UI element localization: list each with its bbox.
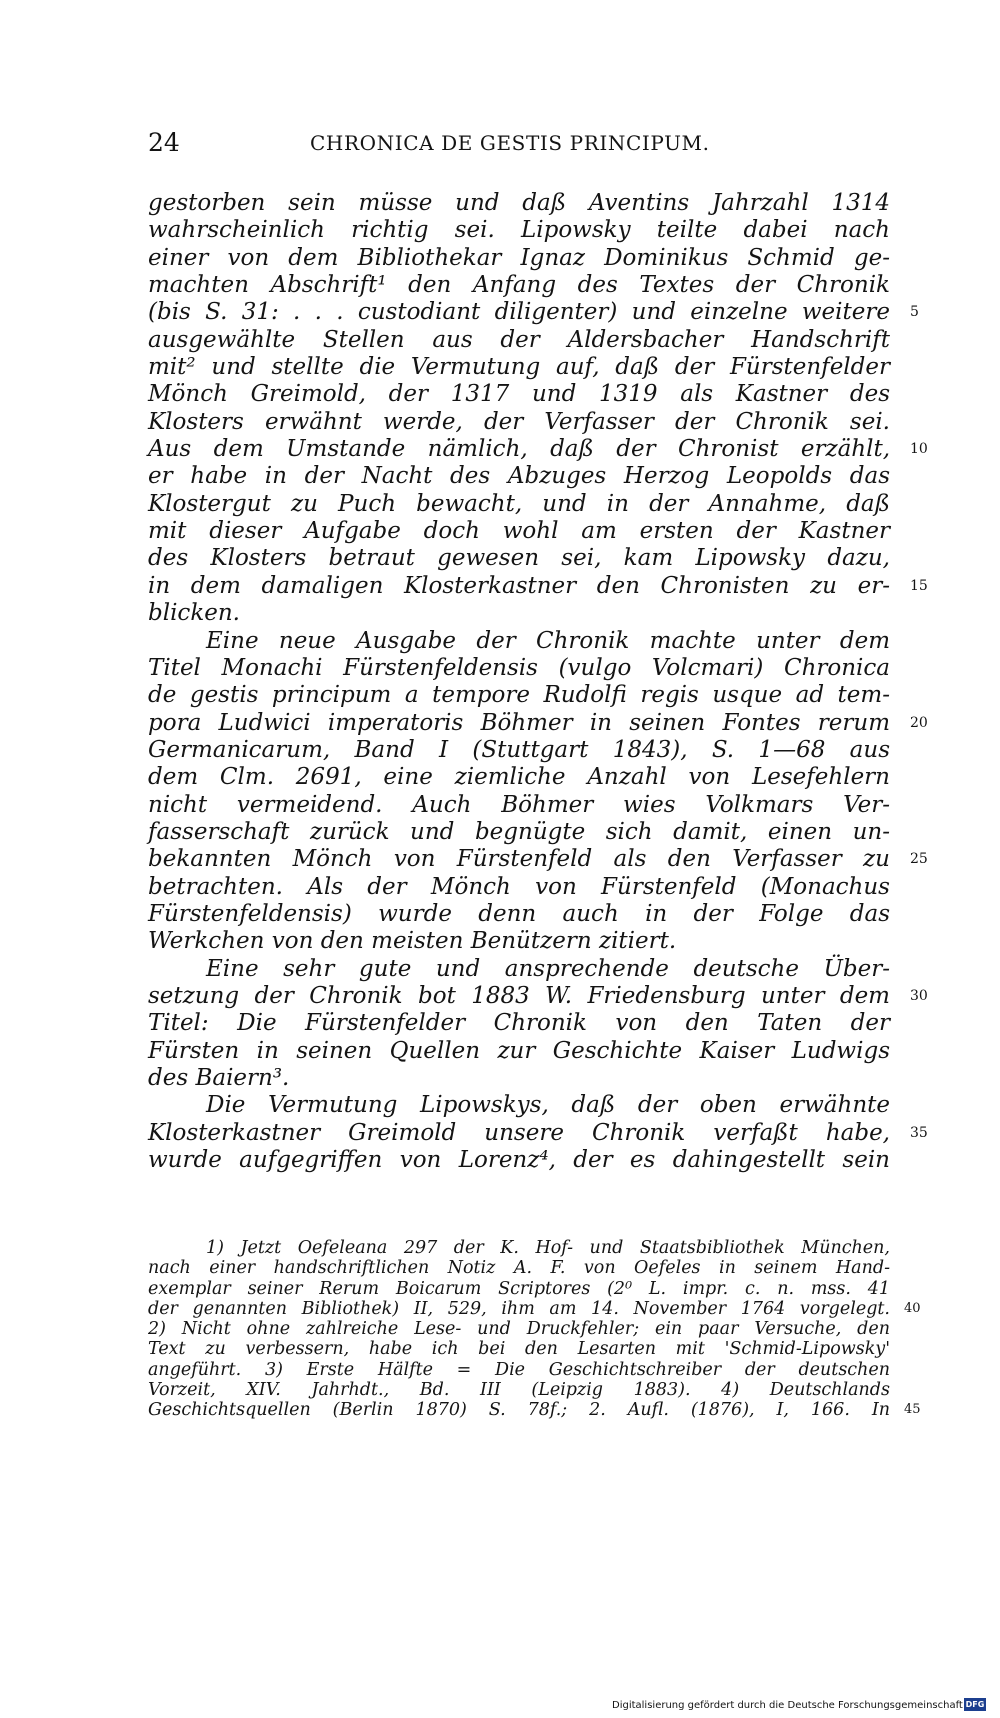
body-line [148, 956, 890, 983]
footnote-line-text: Geschichtsquellen (Berlin 1870) S. 78f.; 2. Aufl. (1876), I, 166. In [148, 1400, 890, 1421]
line-number: 40 [904, 1300, 921, 1316]
line-number: 30 [910, 987, 928, 1004]
body-line-text: blicken. [148, 600, 240, 627]
body-line [148, 1010, 890, 1037]
footnote-line [148, 1400, 921, 1421]
body-line [148, 354, 890, 381]
body-line [148, 545, 890, 572]
body-line-text: Titel Monachi Fürstenfeldensis (vulgo Volcmari) Chronica [148, 654, 890, 681]
body-line [148, 737, 890, 764]
body-line-text: Die Vermutung Lipowskys, daß der oben erwähnte [206, 1092, 890, 1119]
body-line [148, 982, 928, 1010]
footnote-line-text: exemplar seiner Rerum Boicarum Scriptores (2⁰ L. impr. c. n. mss. 41 [148, 1278, 890, 1299]
body-line [148, 764, 890, 791]
body-line-text: mit dieser Aufgabe doch wohl am ersten der Kastner [148, 518, 890, 545]
body-line [148, 491, 890, 518]
body-line [148, 190, 890, 217]
body-line-text: Klosters erwähnt werde, der Verfasser der Chronik sei. [148, 408, 890, 435]
body-line-text: wahrscheinlich richtig sei. Lipowsky teilte dabei nach [148, 217, 890, 244]
body-line-text: einer von dem Bibliothekar Ignaz Dominikus Schmid ge- [148, 244, 890, 271]
page-number: 24 [148, 128, 180, 157]
body-line [148, 436, 928, 463]
body-line-text: Eine neue Ausgabe der Chronik machte unter dem [206, 627, 890, 654]
body-line [148, 572, 928, 600]
body-line-text: (bis S. 31: . . . custodiant diligenter) und einzelne weitere [148, 299, 890, 326]
body-line-text: ausgewählte Stellen aus der Aldersbacher Handschrift [148, 326, 890, 353]
body-line [148, 901, 890, 928]
body-line-text: gestorben sein müsse und daß Aventins Jahrzahl 1314 [148, 190, 890, 216]
body-line-text: Klostergut zu Puch bewacht, und in der Annahme, daß [148, 490, 890, 517]
footnote-line-text: 2) Nicht ohne zahlreiche Lese- und Druckfehler; ein paar Versuche, den [148, 1319, 890, 1340]
body-line [148, 709, 928, 737]
line-number: 5 [910, 304, 919, 321]
body-line [148, 819, 890, 846]
body-line [148, 299, 919, 326]
body-line-text: machten Abschrift¹ den Anfang des Textes der Chronik [148, 272, 890, 299]
body-line [148, 600, 890, 627]
body-line [148, 655, 890, 682]
footnote-line-text: der genannten Bibliothek) II, 529, ihm am 14. November 1764 vorgelegt. [148, 1298, 890, 1319]
body-line-text: Aus dem Umstande nämlich, daß der Chronist erzählt, [148, 436, 890, 463]
body-line [148, 628, 890, 655]
line-number: 35 [910, 1124, 928, 1141]
body-line [148, 1092, 890, 1119]
body-line [148, 846, 928, 873]
body-line-text: Klosterkastner Greimold unsere Chronik verfaßt habe, [148, 1119, 890, 1146]
body-line [148, 928, 890, 955]
footnote-line [148, 1319, 890, 1339]
footnote-line [148, 1380, 890, 1400]
body-line [148, 1147, 890, 1174]
body-line [148, 327, 890, 354]
body-line-text: des Klosters betraut gewesen sei, kam Lipowsky dazu, [148, 545, 890, 572]
body-line-text: Fürstenfeldensis) wurde denn auch in der Folge das [148, 900, 890, 927]
body-line [148, 792, 890, 819]
body-line-text: Werkchen von den meisten Benützern zitiert. [148, 928, 677, 955]
footnote-line [148, 1298, 921, 1319]
body-line [148, 463, 890, 490]
body-line-text: betrachten. Als der Mönch von Fürstenfeld (Monachus [148, 873, 890, 900]
body-line-text: fasserschaft zurück und begnügte sich damit, einen un- [148, 818, 890, 845]
body-line [148, 1119, 928, 1147]
footnote-line-text: Text zu verbessern, habe ich bei den Lesarten mit 'Schmid-Lipowsky' [148, 1339, 890, 1360]
footnote-line [148, 1339, 890, 1359]
body-line-text: Fürsten in seinen Quellen zur Geschichte Kaiser Ludwigs [148, 1037, 890, 1064]
body-line-text: de gestis principum a tempore Rudolfi regis usque ad tem- [148, 682, 890, 709]
body-line [148, 272, 890, 299]
main-text [148, 190, 928, 1174]
footnote-line-text: Vorzeit, XIV. Jahrhdt., Bd. III (Leipzig 1883). 4) Deutschlands [148, 1380, 890, 1401]
body-line-text: er habe in der Nacht des Abzuges Herzog Leopolds das [148, 463, 890, 490]
footnote-line [148, 1258, 890, 1278]
body-line-text: wurde aufgegriffen von Lorenz⁴, der es dahingestellt sein [148, 1147, 890, 1174]
body-line-text: Germanicarum, Band I (Stuttgart 1843), S. 1—68 aus [148, 736, 890, 763]
dfg-logo: DFG [965, 1700, 985, 1709]
body-line-text: dem Clm. 2691, eine ziemliche Anzahl von Lesefehlern [148, 764, 890, 791]
body-line [148, 1065, 890, 1092]
digitization-credit: Digitalisierung gefördert durch die Deutsche Forschungsgemeinschaft [612, 1700, 963, 1711]
line-number: 20 [910, 714, 928, 731]
body-line-text: Eine sehr gute und ansprechende deutsche Über- [206, 955, 890, 982]
body-line [148, 682, 890, 709]
body-line-text: setzung der Chronik bot 1883 W. Friedensburg unter dem [148, 982, 890, 1009]
footnote-line [148, 1238, 890, 1258]
body-line-text: pora Ludwici imperatoris Böhmer in seinen Fontes rerum [148, 709, 890, 736]
body-line [148, 874, 890, 901]
line-number: 10 [910, 441, 928, 458]
footnote-line-text: nach einer handschriftlichen Notiz A. F. von Oefeles in seinem Hand- [148, 1258, 890, 1279]
running-head: CHRONICA DE GESTIS PRINCIPUM. [310, 131, 710, 155]
body-line [148, 1038, 890, 1065]
footnotes [148, 1238, 921, 1421]
body-line-text: in dem damaligen Klosterkastner den Chronisten zu er- [148, 572, 890, 599]
line-number: 45 [904, 1402, 921, 1418]
line-number: 15 [910, 577, 928, 594]
body-line [148, 518, 890, 545]
body-line [148, 409, 890, 436]
footnote-line-text: 1) Jetzt Oefeleana 297 der K. Hof- und Staatsbibliothek München, [206, 1238, 890, 1258]
footnote-line [148, 1279, 890, 1299]
body-line [148, 245, 890, 272]
body-line [148, 381, 890, 408]
body-line-text: Mönch Greimold, der 1317 und 1319 als Kastner des [148, 381, 890, 408]
body-line-text: bekannten Mönch von Fürstenfeld als den Verfasser zu [148, 846, 890, 873]
footnote-line [148, 1360, 890, 1380]
line-number: 25 [910, 851, 928, 868]
page-header [148, 128, 888, 164]
body-line-text: Titel: Die Fürstenfelder Chronik von den Taten der [148, 1010, 890, 1037]
body-line [148, 217, 890, 244]
footnote-line-text: angeführt. 3) Erste Hälfte = Die Geschichtschreiber der deutschen [148, 1359, 890, 1380]
body-line-text: nicht vermeidend. Auch Böhmer wies Volkmars Ver- [148, 791, 890, 818]
body-line-text: mit² und stellte die Vermutung auf, daß der Fürstenfelder [148, 354, 890, 381]
body-line-text: des Baiern³. [148, 1065, 290, 1091]
